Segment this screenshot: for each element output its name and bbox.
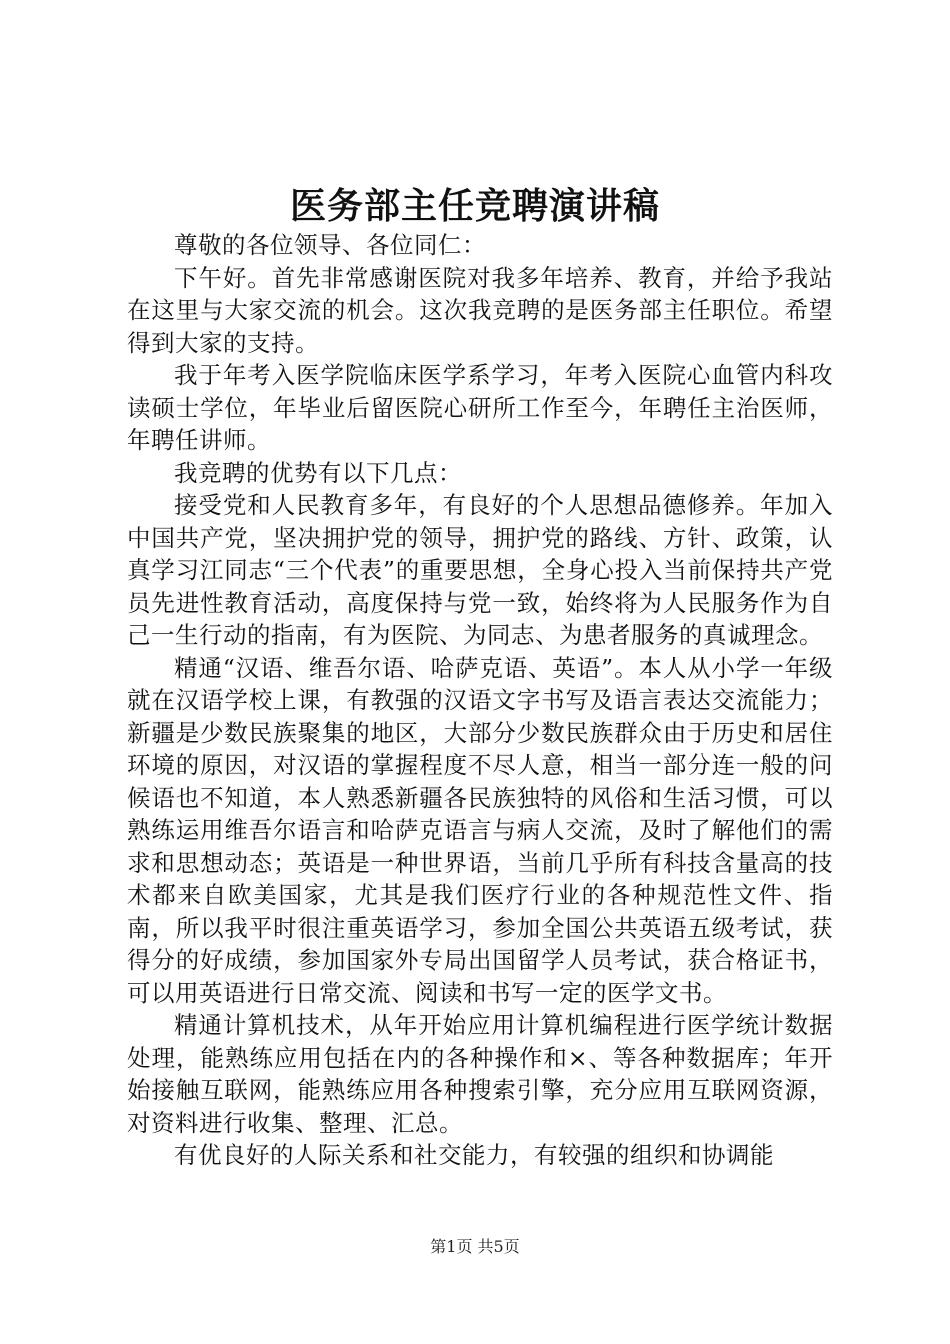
greeting-paragraph: 下午好。首先非常感谢医院对我多年培养、教育，并给予我站在这里与大家交流的机会。这次我竞聘的是医务部主任职位。希望得到大家的支持。 [127, 263, 833, 357]
page-number-footer: 第1页 共5页 [430, 1237, 520, 1256]
document-body [127, 229, 833, 1172]
computer-skills-paragraph: 精通计算机技术，从年开始应用计算机编程进行医学统计数据处理，能熟练应用包括在内的各种操作和×、等各种数据库；年开始接触互联网，能熟练应用各种搜索引擎，充分应用互联网资源，对资料进行收集、整理、汇总。 [127, 1011, 833, 1137]
political-quality-paragraph: 接受党和人民教育多年，有良好的个人思想品德修养。年加入中国共产党，坚决拥护党的领导，拥护党的路线、方针、政策，认真学习江同志“三个代表”的重要思想，全身心投入当前保持共产党员先进性教育活动，高度保持与党一致，始终将为人民服务作为自己一生行动的指南，有为医院、为同志、为患者服务的真诚理念。 [127, 491, 833, 649]
language-skills-paragraph: 精通“汉语、维吾尔语、哈萨克语、英语”。本人从小学一年级就在汉语学校上课，有教强的汉语文字书写及语言表达交流能力；新疆是少数民族聚集的地区，大部分少数民族群众由于历史和居住环境的原因，对汉语的掌握程度不尽人意，相当一部分连一般的问候语也不知道，本人熟悉新疆各民族独特的风俗和生活习惯，可以熟练运用维吾尔语言和哈萨克语言与病人交流，及时了解他们的需求和思想动态；英语是一种世界语，当前几乎所有科技含量高的技术都来自欧美国家，尤其是我们医疗行业的各种规范性文件、指南，所以我平时很注重英语学习，参加全国公共英语五级考试，获得分的好成绩，参加国家外专局出国留学人员考试，获合格证书，可以用英语进行日常交流、阅读和书写一定的医学文书。 [127, 653, 833, 1007]
salutation-paragraph: 尊敬的各位领导、各位同仁： [174, 231, 486, 259]
background-paragraph: 我于年考入医学院临床医学系学习，年考入医院心血管内科攻读硕士学位，年毕业后留医院心研所工作至今，年聘任主治医师，年聘任讲师。 [127, 361, 833, 454]
advantages-intro-paragraph: 我竞聘的优势有以下几点： [174, 458, 462, 487]
document-title: 医务部主任竞聘演讲稿 [289, 185, 660, 227]
interpersonal-skills-paragraph: 有优良好的人际关系和社交能力，有较强的组织和协调能 [174, 1141, 774, 1169]
